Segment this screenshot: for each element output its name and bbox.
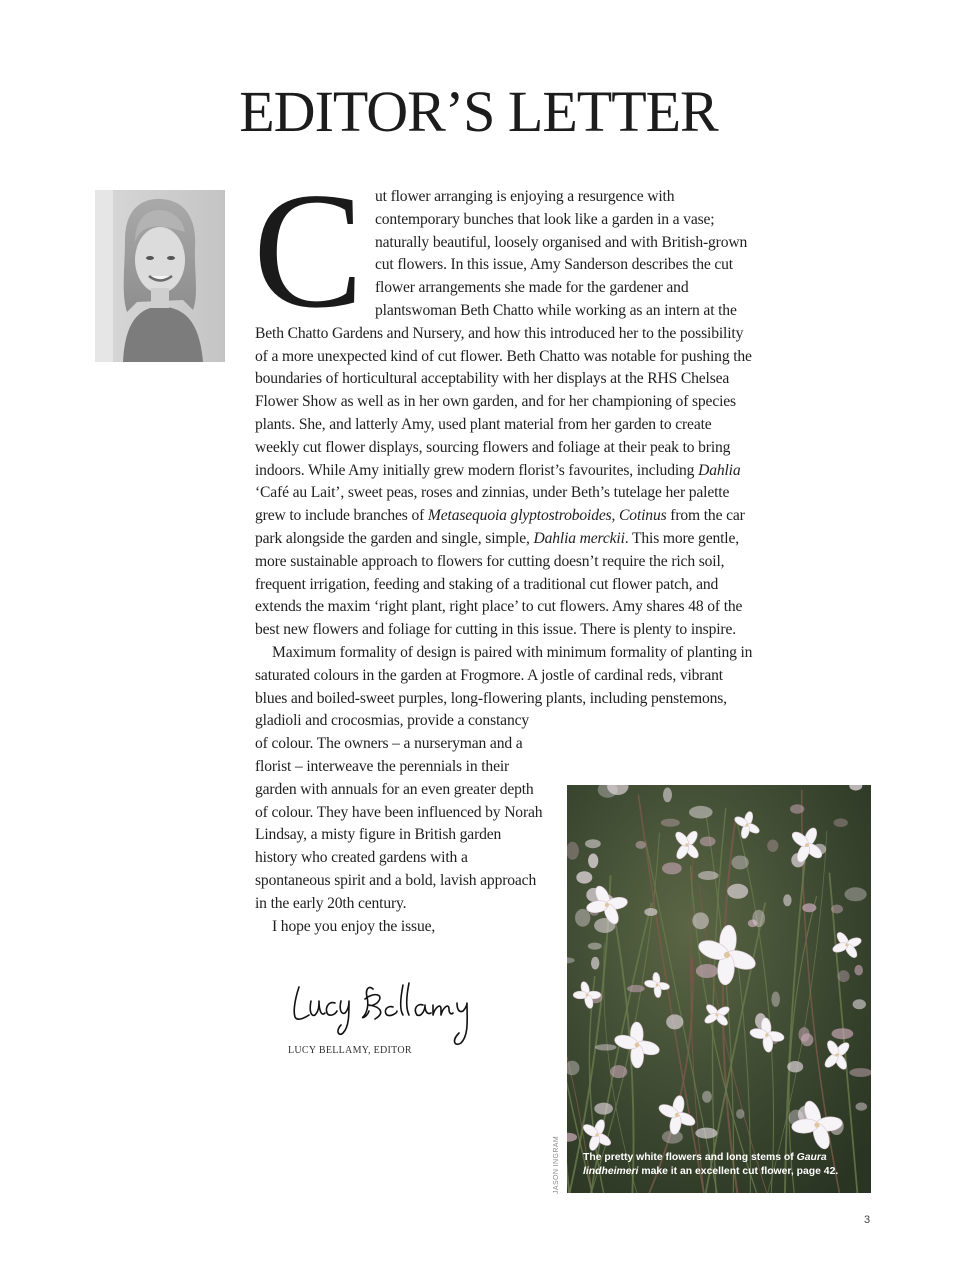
editor-signature (285, 975, 480, 1055)
paragraph-2 (255, 642, 755, 733)
italic-run: Cotinus (619, 507, 667, 525)
editor-name: LUCY BELLAMY, EDITOR (288, 1045, 412, 1056)
italic-run: Gaura lindheimeri (583, 1152, 827, 1177)
italic-run: Dahlia (698, 461, 741, 479)
text-run: . This more gentle, more sustainable approach to flowers for cutting doesn’t require the rich soil, frequent irrigation, feeding and staking of a traditional cut flower patch, and extends the maxim ‘right plant, right place’ to cut flowers. Amy shares 48 of the best new flowers and foliage for cutting in this issue. There is plenty to inspire. (255, 529, 743, 639)
page-number: 3 (864, 1214, 871, 1226)
sign-off: I hope you enjoy the issue, (272, 917, 436, 935)
italic-run: Dahlia merckii (533, 529, 625, 547)
text-run: Maximum formality of design is paired with minimum formality of planting in saturated colours in the garden at Frogmore. A jostle of cardinal reds, vibrant blues and boiled-sweet purples, long-flowering plants, including penstemons, gladioli and crocosmias, provide a constancy (255, 643, 753, 730)
text-run: ‘Café au Lait’, sweet peas, roses and zinnias, under Beth’s tutelage her palette grew to include branches of (255, 484, 730, 525)
page-title: EDITOR’S LETTER (239, 79, 718, 144)
gaura-photo (567, 785, 871, 1193)
editor-portrait (95, 190, 225, 362)
paragraph-2-continued (255, 733, 545, 938)
text-run: The pretty white flowers and long stems of (583, 1152, 797, 1163)
text-run: of colour. The owners – a nurseryman and a florist – interweave the perennials in their garden with annuals for an even greater depth of colour. They have been influenced by Norah Lindsay, a misty figure in British garden history who created gardens with a spontaneous spirit and a bold, lavish approach in the early 20th century. (255, 735, 543, 912)
photo-credit: JASON INGRAM (553, 1135, 560, 1194)
photo-caption (583, 1151, 851, 1179)
text-run: make it an excellent cut flower, page 42. (638, 1166, 839, 1177)
drop-cap: C (253, 158, 364, 342)
text-run: ut flower arranging is enjoying a resurgence with contemporary bunches that look like a garden in a vase; naturally beautiful, loosely organised and with British-grown cut flowers. In this issue, Amy Sanderson describes the cut flower arrangements she made for the gardener and plantswoman Beth Chatto while working as an intern at the Beth Chatto Gardens and Nursery, and how this introduced her to the possibility of a more unexpected kind of cut flower. Beth Chatto was notable for pushing the boundaries of horticultural acceptability with her displays at the RHS Chelsea Flower Show as well as in her own garden, and for her championing of species plants. She, and latterly Amy, used plant material from her garden to create weekly cut flower displays, sourcing flowers and foliage at their peak to bring indoors. While Amy initially grew modern florist’s favourites, including (255, 188, 752, 479)
text-run: , (611, 507, 620, 525)
italic-run: Metasequoia glyptostroboides (427, 507, 612, 525)
text-run: from the car park alongside the garden and single, simple, (255, 507, 745, 547)
